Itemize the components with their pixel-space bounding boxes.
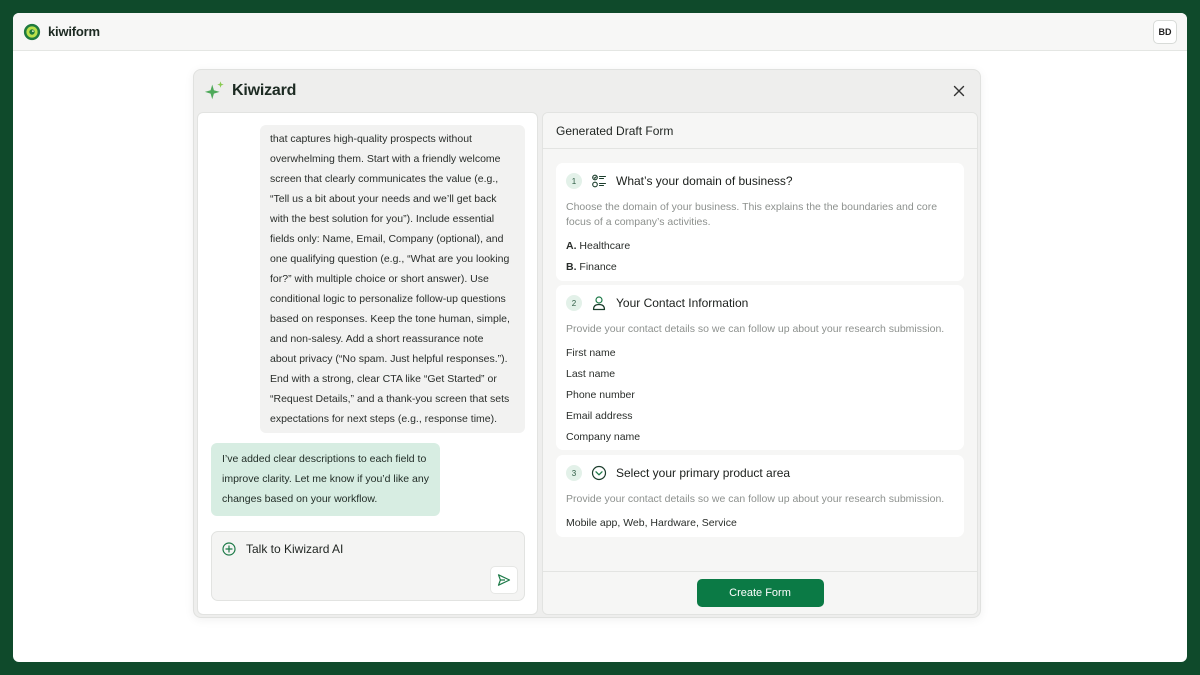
modal-header: [194, 70, 980, 112]
send-icon: [497, 573, 511, 587]
question-header: [566, 163, 954, 199]
question-number: 1: [566, 173, 582, 189]
question-card[interactable]: [556, 455, 964, 537]
brand[interactable]: [23, 23, 100, 41]
modal-brand: [204, 80, 296, 102]
question-card[interactable]: [556, 163, 964, 281]
field-item: Last name: [566, 368, 616, 380]
message-line: I’ve added clear descriptions to each field to: [222, 453, 427, 465]
option-letter: B.: [566, 261, 577, 273]
question-number: 2: [566, 295, 582, 311]
option-item: [566, 236, 954, 257]
multiple-choice-icon: [591, 173, 607, 189]
message-line: fields only: Name, Email, Company (optional), and: [270, 233, 504, 245]
modal-title: Kiwizard: [232, 82, 297, 99]
message-line: based on responses. Keep the tone human, simple,: [270, 313, 510, 325]
question-header: [566, 285, 954, 321]
draft-form-panel: [542, 112, 978, 615]
question-description: Provide your contact details so we can follow up about your research submission.: [566, 323, 945, 335]
message-line: conditional logic to personalize follow-up questions: [270, 293, 506, 305]
top-bar: [13, 13, 1187, 51]
message-line: that captures high-quality prospects without: [270, 133, 472, 145]
close-icon: [953, 85, 965, 97]
dropdown-options: Mobile app, Web, Hardware, Service: [566, 517, 737, 529]
chat-panel: [197, 112, 538, 615]
field-item: Phone number: [566, 389, 635, 401]
ai-message: [211, 443, 440, 516]
draft-form-header: Generated Draft Form: [543, 113, 977, 149]
message-line: improve clarity. Let me know if you’d like any: [222, 473, 429, 485]
draft-footer: [543, 571, 977, 614]
message-line: and non-salesy. Add a short reassurance note: [270, 333, 484, 345]
message-line: screen that clearly communicates the value (e.g.,: [270, 173, 499, 185]
field-item: Company name: [566, 431, 641, 443]
message-line: “Tell us a bit about your needs and we’ll get back: [270, 193, 497, 205]
create-form-button[interactable]: Create Form: [697, 579, 824, 607]
kiwiform-logo-icon: [23, 23, 41, 41]
close-button[interactable]: [950, 82, 968, 100]
message-line: one qualifying question (e.g., “What are you looking: [270, 253, 510, 265]
dropdown-icon: [591, 465, 607, 481]
option-text: Finance: [579, 261, 617, 273]
question-header: [566, 455, 954, 491]
user-message: [260, 125, 525, 433]
option-text: Healthcare: [579, 240, 631, 252]
kiwizard-modal: [193, 69, 981, 618]
message-line: for?” with multiple choice or short answer). Use: [270, 273, 489, 285]
message-line: changes based on your workflow.: [222, 493, 378, 505]
question-card[interactable]: [556, 285, 964, 450]
chat-input[interactable]: [246, 539, 476, 559]
message-line: about privacy (“No spam. Just helpful responses.”).: [270, 353, 508, 365]
question-number: 3: [566, 465, 582, 481]
add-attachment-icon[interactable]: [222, 542, 236, 556]
sparkle-icon: [204, 80, 226, 102]
message-line: with the best solution for you”). Include essential: [270, 213, 495, 225]
question-title: Your Contact Information: [616, 296, 749, 310]
message-line: expectations for next steps (e.g., response time).: [270, 413, 498, 425]
message-line: overwhelming them. Start with a friendly welcome: [270, 153, 501, 165]
person-icon: [591, 295, 607, 311]
field-item: Email address: [566, 410, 633, 422]
question-title: Select your primary product area: [616, 466, 791, 480]
message-line: “Request Details,” and a thank-you screen that sets: [270, 393, 510, 405]
send-button[interactable]: [490, 566, 518, 594]
field-item: First name: [566, 347, 616, 359]
chat-composer: [211, 531, 525, 601]
message-line: End with a strong, clear CTA like “Get Started” or: [270, 373, 497, 385]
question-description: Provide your contact details so we can follow up about your research submission.: [566, 493, 945, 505]
option-letter: A.: [566, 240, 577, 252]
question-description: Choose the domain of your business. This explains the the boundaries and core focus of a company’s activities.: [566, 201, 938, 228]
app-name: kiwiform: [48, 24, 100, 39]
option-item: [566, 257, 954, 278]
user-avatar[interactable]: BD: [1153, 20, 1177, 44]
question-title: What’s your domain of business?: [616, 174, 793, 188]
